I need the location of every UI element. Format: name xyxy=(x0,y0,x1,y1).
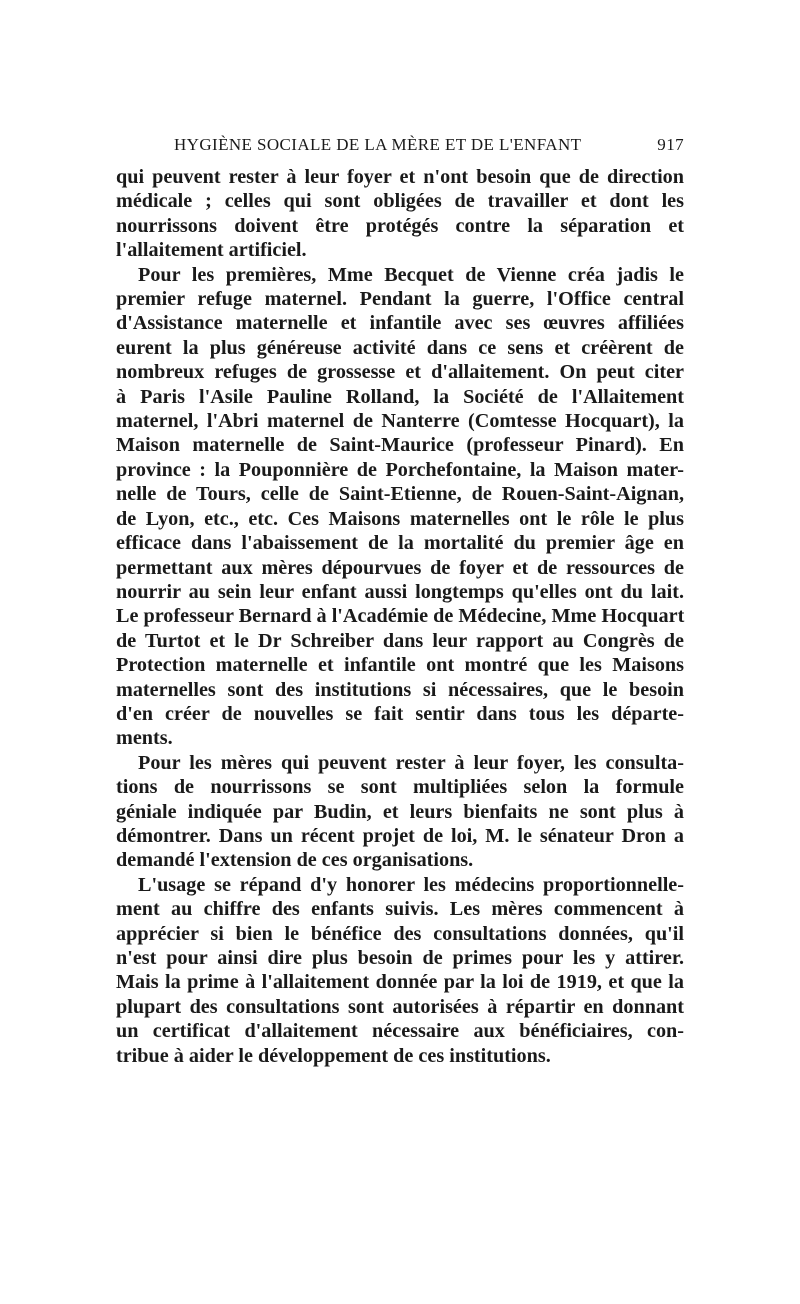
text-line: n'est pour ainsi dire plus besoin de primes pour les y attirer. xyxy=(116,947,684,969)
text-line: premier refuge maternel. Pendant la guerre, l'Office central xyxy=(116,288,684,311)
text-line: démontrer. Dans un récent projet de loi, M. le sénateur Dron a xyxy=(116,824,684,847)
text-line: Pour les mères qui peuvent rester à leur foyer, les consulta- xyxy=(138,751,684,774)
text-line: médicale ; celles qui sont obligées de travailler et dont les xyxy=(116,190,684,213)
book-page xyxy=(116,131,684,1068)
text-line: d'en créer de nouvelles se fait sentir dans tous les départe- xyxy=(116,702,684,725)
text-line: L'usage se répand d'y honorer les médecins proportionnelle- xyxy=(138,873,684,896)
text-line: Protection maternelle et infantile ont montré que les Maisons xyxy=(116,654,684,677)
text-line: apprécier si bien le bénéfice des consultations données, qu'il xyxy=(116,922,684,945)
text-line: d'Assistance maternelle et infantile avec ses œuvres affiliées xyxy=(116,312,684,335)
text-line: nourrir au sein leur enfant aussi longtemps qu'elles ont du lait. xyxy=(116,580,684,603)
text-line: un certificat d'allaitement nécessaire aux bénéficiaires, con- xyxy=(116,1020,684,1043)
paragraph xyxy=(116,751,684,873)
paragraph xyxy=(116,873,684,1068)
text-line: de Lyon, etc., etc. Ces Maisons maternelles ont le rôle le plus xyxy=(116,507,684,530)
text-line: tribue à aider le développement de ces institutions. xyxy=(116,1044,551,1067)
text-line: permettant aux mères dépourvues de foyer et de ressources de xyxy=(116,556,684,579)
running-head xyxy=(116,131,684,165)
text-line: efficace dans l'abaissement de la mortalité du premier âge en xyxy=(116,532,684,555)
text-line: maternelles sont des institutions si nécessaires, que le besoin xyxy=(116,678,684,701)
text-line: nourrissons doivent être protégés contre la séparation et xyxy=(116,214,684,237)
text-line: qui peuvent rester à leur foyer et n'ont besoin que de direction xyxy=(116,166,684,188)
text-line: nelle de Tours, celle de Saint-Etienne, de Rouen-Saint-Aignan, xyxy=(116,483,684,506)
text-line: ments. xyxy=(116,727,173,750)
text-line: province : la Pouponnière de Porchefontaine, la Maison mater- xyxy=(116,458,684,481)
text-line: nombreux refuges de grossesse et d'allaitement. On peut citer xyxy=(116,361,684,384)
text-line: eurent la plus généreuse activité dans ce sens et créèrent de xyxy=(116,336,684,359)
text-line: tions de nourrissons se sont multipliées selon la formule xyxy=(116,776,684,799)
text-line: Pour les premières, Mme Becquet de Vienne créa jadis le xyxy=(138,263,684,286)
text-line: Maison maternelle de Saint-Maurice (professeur Pinard). En xyxy=(116,434,684,457)
paragraph xyxy=(116,263,684,751)
text-line: de Turtot et le Dr Schreiber dans leur rapport au Congrès de xyxy=(116,629,684,652)
page-number: 917 xyxy=(657,135,684,154)
body-text xyxy=(116,165,684,1068)
text-line: Le professeur Bernard à l'Académie de Médecine, Mme Hocquart xyxy=(116,605,685,628)
text-line: l'allaitement artificiel. xyxy=(116,239,307,262)
paragraph xyxy=(116,165,684,263)
text-line: plupart des consultations sont autorisées à répartir en donnant xyxy=(116,995,684,1018)
text-line: maternel, l'Abri maternel de Nanterre (Comtesse Hocquart), la xyxy=(116,410,684,433)
text-line: à Paris l'Asile Pauline Rolland, la Société de l'Allaitement xyxy=(116,385,684,408)
text-line: Mais la prime à l'allaitement donnée par la loi de 1919, et que la xyxy=(116,971,684,994)
text-line: demandé l'extension de ces organisations. xyxy=(116,849,474,872)
text-line: géniale indiquée par Budin, et leurs bienfaits ne sont plus à xyxy=(116,800,684,823)
text-line: ment au chiffre des enfants suivis. Les mères commencent à xyxy=(116,898,684,921)
running-title: HYGIÈNE SOCIALE DE LA MÈRE ET DE L'ENFANT xyxy=(174,135,582,154)
